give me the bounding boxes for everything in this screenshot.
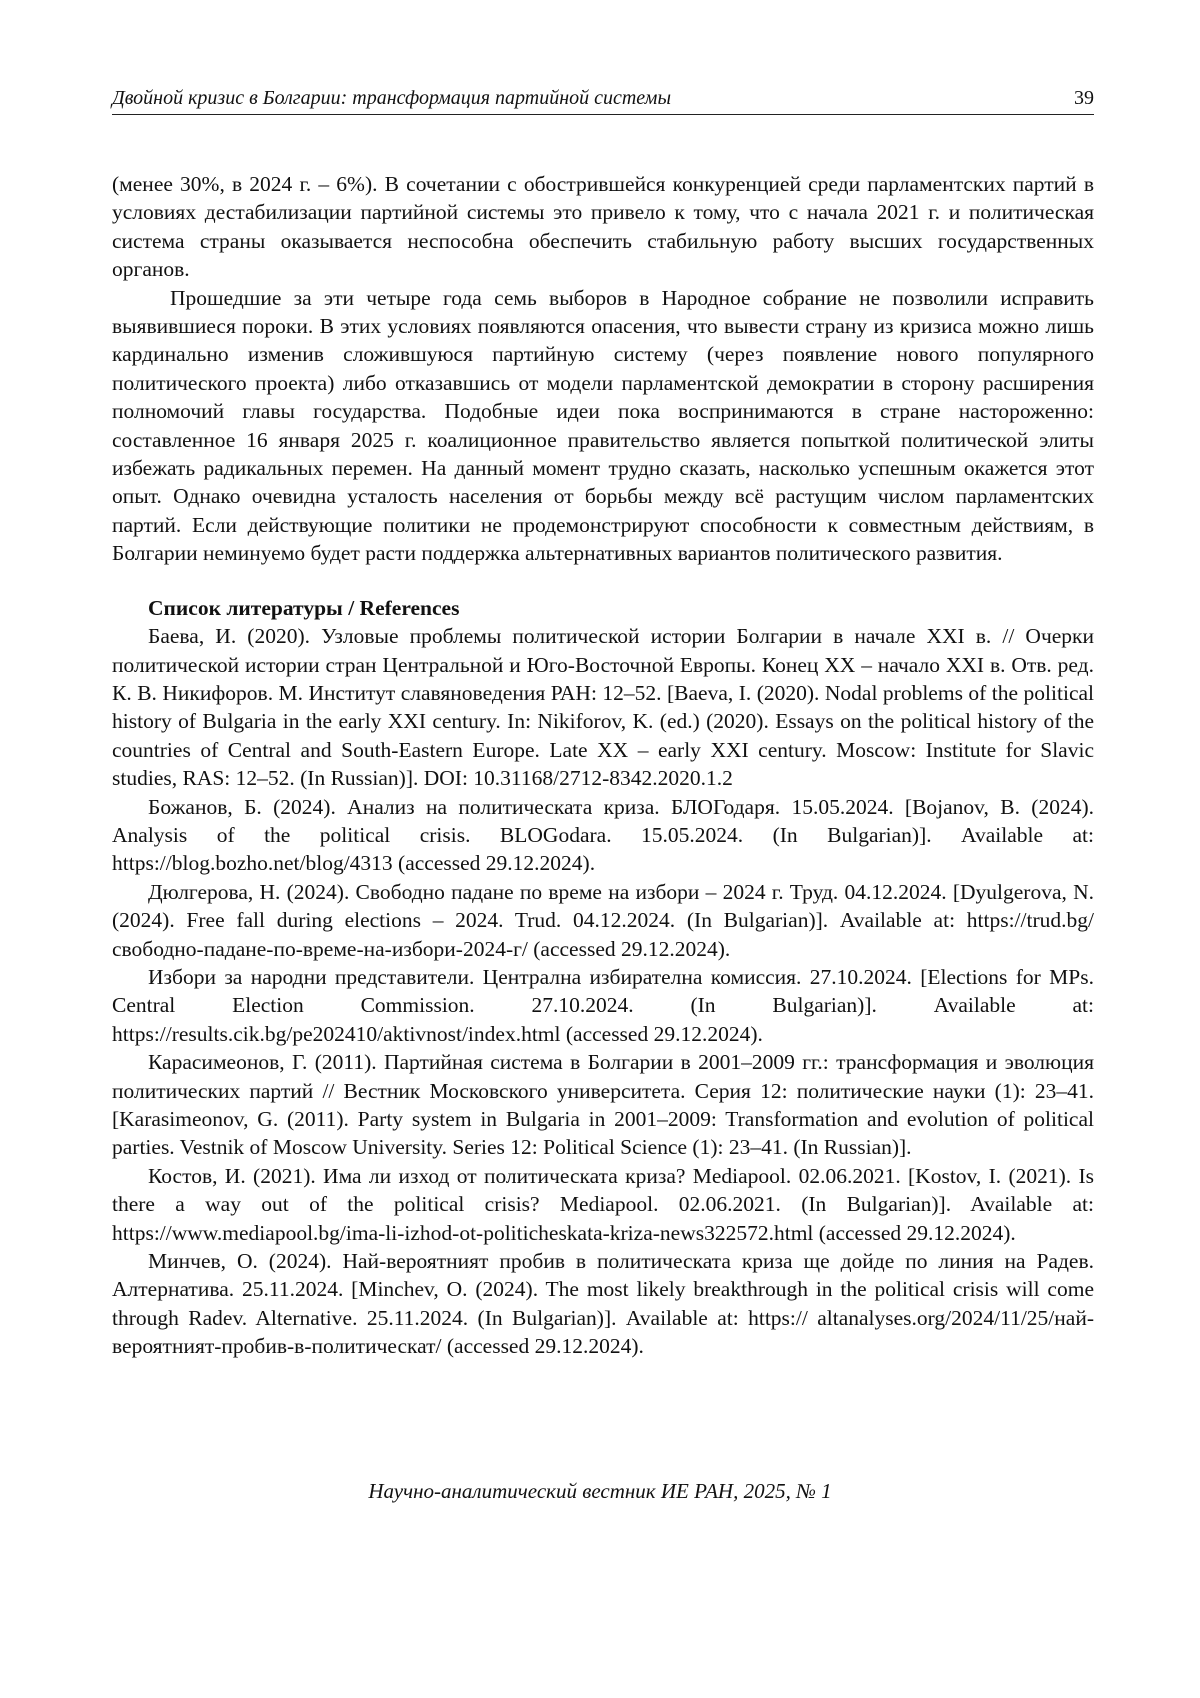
references-heading: Список литературы / References: [148, 595, 460, 620]
reference-item: Костов, И. (2021). Има ли изход от политическата криза? Mediapool. 02.06.2021. [Kostov, I. (2021). Is there a way out of the political crisis? Mediapool. 02.06.2021. (In Bulgarian)]. Available at: https://www.mediapool.bg/ima-li-izhod-ot-politicheskata-kriza-news322572.html (accessed 29.12.2024).: [112, 1163, 1094, 1245]
main-content: [112, 170, 1094, 1361]
page-number: 39: [1074, 87, 1094, 109]
running-header-title: Двойной кризис в Болгарии: трансформация партийной системы: [112, 87, 671, 109]
body-paragraph-1: (менее 30%, в 2024 г. – 6%). В сочетании с обострившейся конкуренцией среди парламентских партий в условиях дестабилизации партийной системы это привело к тому, что с начала 2021 г. и политическая система страны оказывается неспособна обеспечить стабильную работу высших государственных органов.: [112, 172, 1094, 282]
reference-item: Избори за народни представители. Централна избирателна комиссия. 27.10.2024. [Elections for MPs. Central Election Commission. 27.10.2024. (In Bulgarian)]. Available at: https://results.cik.bg/pe202410/aktivnost/index.html (accessed 29.12.2024).: [112, 964, 1094, 1046]
body-paragraph-2: Прошедшие за эти четыре года семь выборов в Народное собрание не позволили исправить выявившиеся пороки. В этих условиях появляются опасения, что вывести страну из кризиса можно лишь кардинально изменив сложившуюся партийную систему (через появление нового популярного политического проекта) либо отказавшись от модели парламентской демократии в сторону расширения полномочий главы государства. Подобные идеи пока воспринимаются в стране настороженно: составленное 16 января 2025 г. коалиционное правительство является попыткой политической элиты избежать радикальных перемен. На данный момент трудно сказать, насколько успешным окажется этот опыт. Однако очевидна усталость населения от борьбы между всё растущим числом парламентских партий. Если действующие политики не продемонстрируют способности к совместным действиям, в Болгарии неминуемо будет расти поддержка альтернативных вариантов политического развития.: [112, 285, 1094, 566]
reference-item: Минчев, О. (2024). Най-вероятният пробив в политическата криза ще дойде по линия на Радев. Алтернатива. 25.11.2024. [Minchev, O. (2024). The most likely breakthrough in the political crisis will come through Radev. Alternative. 25.11.2024. (In Bulgarian)]. Available at: https:// altanalyses.org/2024/11/25/най-вероятният-пробив-в-политическат/ (accessed 29.12.2024).: [112, 1249, 1094, 1359]
reference-item: Баева, И. (2020). Узловые проблемы политической истории Болгарии в начале XXI в. // Очерки политической истории стран Центральной и Юго-Восточной Европы. Конец XX – начало XXI в. Отв. ред. К. В. Никифоров. М. Институт славяноведения РАН: 12–52. [Baeva, I. (2020). Nodal problems of the political history of Bulgaria in the early XXI century. In: Nikiforov, K. (ed.) (2020). Essays on the political history of the countries of Central and South-Eastern Europe. Late XX – early XXI century. Moscow: Institute for Slavic studies, RAS: 12–52. (In Russian)]. DOI: 10.31168/2712-8342.2020.1.2: [112, 624, 1094, 791]
journal-footer: Научно-аналитический вестник ИЕ РАН, 2025, № 1: [368, 1479, 832, 1503]
running-header: [112, 86, 1094, 115]
reference-item: Карасимеонов, Г. (2011). Партийная система в Болгарии в 2001–2009 гг.: трансформация и эволюция политических партий // Вестник Московского университета. Серия 12: политические науки (1): 23–41. [Karasimeonov, G. (2011). Party system in Bulgaria in 2001–2009: Transformation and evolution of political parties. Vestnik of Moscow University. Series 12: Political Science (1): 23–41. (In Russian)].: [112, 1050, 1094, 1160]
reference-item: Дюлгерова, Н. (2024). Свободно падане по време на избори – 2024 г. Труд. 04.12.2024. [Dyulgerova, N. (2024). Free fall during elections – 2024. Trud. 04.12.2024. (In Bulgarian)]. Available at: https://trud.bg/свободно-падане-по-време-на-избори-2024-г/ (accessed 29.12.2024).: [112, 879, 1094, 961]
reference-item: Божанов, Б. (2024). Анализ на политическата криза. БЛОГодаря. 15.05.2024. [Bojanov, B. (2024). Analysis of the political crisis. BLOGodara. 15.05.2024. (In Bulgarian)]. Available at: https://blog.bozho.net/blog/4313 (accessed 29.12.2024).: [112, 794, 1094, 876]
